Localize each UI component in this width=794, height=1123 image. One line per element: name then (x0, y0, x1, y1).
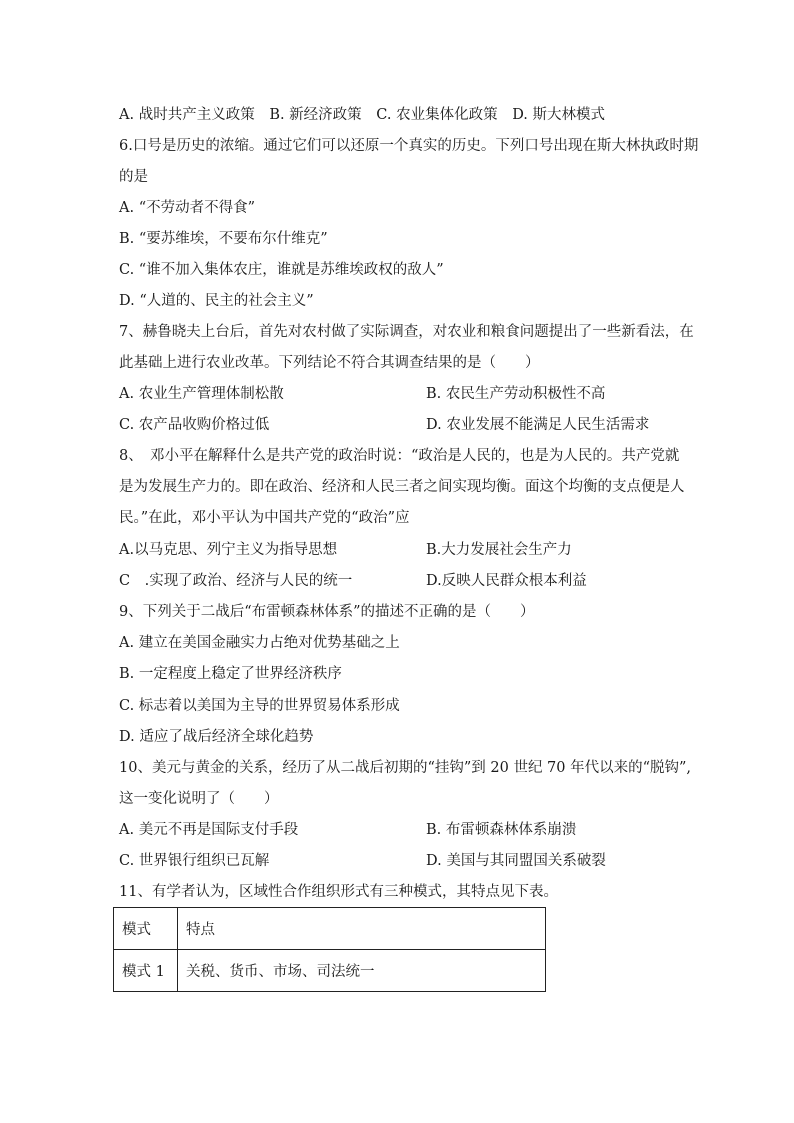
q5-option-a: A. 战时共产主义政策 (119, 107, 255, 123)
q9-option-a: A. 建立在美国金融实力占绝对优势基础之上 (119, 635, 400, 651)
q10-stem-line1: 10、美元与黄金的关系，经历了从二战后初期的“挂钩”到 20 世纪 70 年代以来的“脱钩”, (119, 760, 692, 776)
q10-option-b: B. 布雷顿森林体系崩溃 (426, 822, 577, 838)
q6-option-a: A. “不劳动者不得食” (119, 200, 256, 216)
q7-stem-line2: 此基础上进行农业改革。下列结论不符合其调查结果的是（ ） (119, 355, 540, 371)
q6-option-c: C. “谁不加入集体农庄，谁就是苏维埃政权的敌人” (119, 262, 444, 278)
q8-option-d: D.反映人民群众根本利益 (426, 573, 587, 589)
table-header-row (114, 908, 546, 950)
q11-mode-table (113, 907, 546, 992)
q6-option-b: B. “要苏维埃，不要布尔什维克” (119, 231, 328, 247)
q5-option-b: B. 新经济政策 (269, 107, 362, 123)
table-header-feature: 特点 (178, 908, 546, 950)
q11-stem: 11、有学者认为，区域性合作组织形式有三种模式，其特点见下表。 (119, 884, 558, 900)
q8-stem-line3: 民。”在此，邓小平认为中国共产党的“政治”应 (119, 510, 410, 526)
q8-option-a: A.以马克思、列宁主义为指导思想 (119, 542, 338, 558)
q10-option-c: C. 世界银行组织已瓦解 (119, 853, 270, 869)
q10-stem-line2: 这一变化说明了（ ） (119, 791, 279, 807)
q8-option-b: B.大力发展社会生产力 (426, 542, 572, 558)
q9-stem: 9、下列关于二战后“布雷顿森林体系”的描述不正确的是（ ） (119, 604, 535, 620)
q5-options (119, 106, 615, 124)
q7-option-d: D. 农业发展不能满足人民生活需求 (426, 417, 650, 433)
q8-option-c: C .实现了政治、经济与人民的统一 (119, 573, 353, 589)
q8-stem-line2: 是为发展生产力的。即在政治、经济和人民三者之间实现均衡。面这个均衡的支点便是人 (119, 479, 685, 495)
q9-option-c: C. 标志着以美国为主导的世界贸易体系形成 (119, 698, 400, 714)
q6-stem-line1: 6.口号是历史的浓缩。通过它们可以还原一个真实的历史。下列口号出现在斯大林执政时期 (119, 138, 699, 154)
q7-option-a: A. 农业生产管理体制松散 (119, 386, 284, 402)
q9-option-b: B. 一定程度上稳定了世界经济秩序 (119, 666, 342, 682)
q10-option-a: A. 美元不再是国际支付手段 (119, 822, 299, 838)
table-header-mode: 模式 (114, 908, 178, 950)
q7-option-b: B. 农民生产劳动积极性不高 (426, 386, 606, 402)
q10-option-d: D. 美国与其同盟国关系破裂 (426, 853, 606, 869)
q5-option-c: C. 农业集体化政策 (376, 107, 498, 123)
q5-option-d: D. 斯大林模式 (512, 107, 606, 123)
q6-stem-line2: 的是 (119, 169, 148, 185)
q9-option-d: D. 适应了战后经济全球化趋势 (119, 729, 314, 745)
table-cell-mode: 模式 1 (114, 950, 178, 992)
q7-option-c: C. 农产品收购价格过低 (119, 417, 270, 433)
q7-stem-line1: 7、赫鲁晓夫上台后，首先对农村做了实际调查，对农业和粮食问题提出了一些新看法，在 (119, 324, 694, 340)
table-cell-feature: 关税、货币、市场、司法统一 (178, 950, 546, 992)
q6-option-d: D. “人道的、民主的社会主义” (119, 293, 314, 309)
table-row (114, 950, 546, 992)
q8-stem-line1: 8、 邓小平在解释什么是共产党的政治时说：“政治是人民的，也是为人民的。共产党就 (119, 448, 680, 464)
